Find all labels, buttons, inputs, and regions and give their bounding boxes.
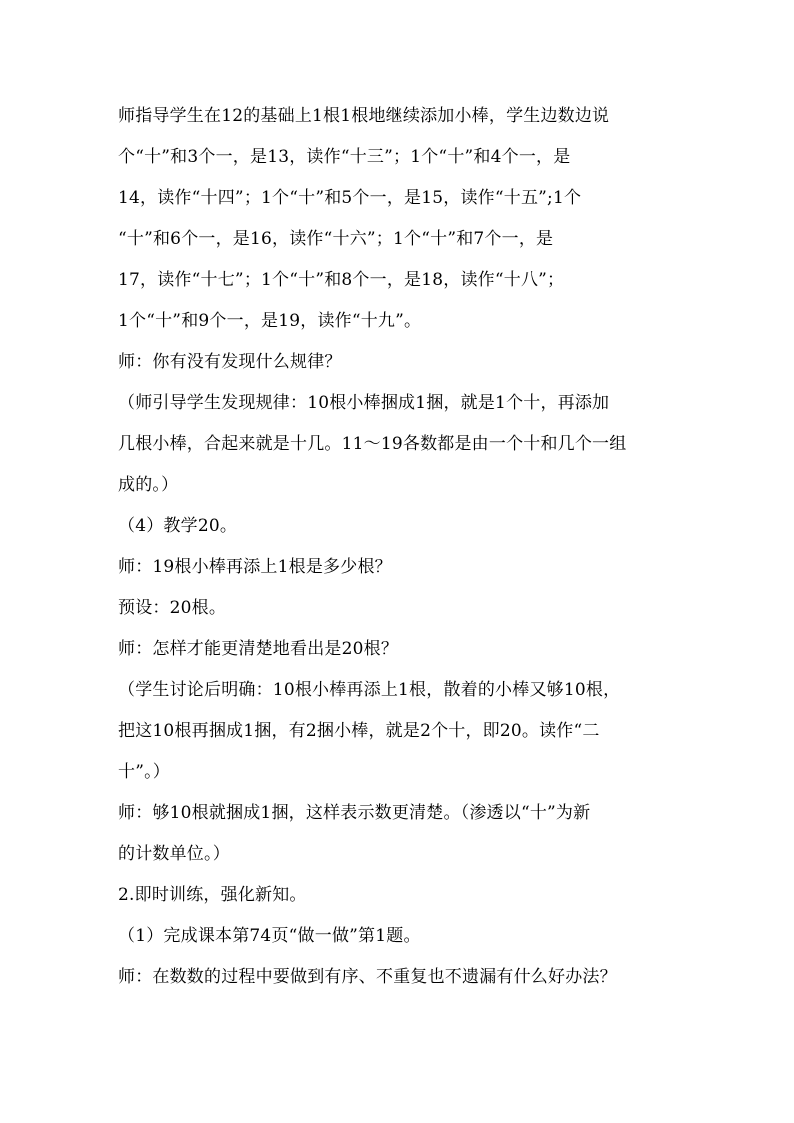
text-line: 师：你有没有发现什么规律？ — [118, 352, 342, 372]
text-line: 师：在数数的过程中要做到有序、不重复也不遗漏有什么好办法？ — [118, 967, 617, 987]
text-line: 1个“十”和9个一，是19，读作“十九”。 — [118, 311, 422, 331]
text-line: 师：19根小棒再添上1根是多少根？ — [118, 557, 392, 577]
text-line: （4）教学20。 — [118, 516, 238, 536]
text-line: 几根小棒，合起来就是十几。11～19各数都是由一个十和几个一组 — [118, 434, 627, 454]
text-line: 成的。） — [118, 475, 179, 495]
document-body — [118, 96, 678, 998]
text-line: （师引导学生发现规律：10根小棒捆成1捆，就是1个十，再添加 — [118, 393, 610, 413]
text-line: 个“十”和3个一，是13，读作“十三”；1个“十”和4个一，是 — [118, 147, 571, 167]
text-line: 的计数单位。） — [118, 844, 230, 864]
text-line: 预设：20根。 — [118, 598, 227, 618]
text-line: 14，读作“十四”；1个“十”和5个一，是15，读作“十五”;1个 — [118, 188, 582, 208]
text-line: 17，读作“十七”；1个“十”和8个一，是18，读作“十八”； — [118, 270, 565, 290]
text-line: 2.即时训练，强化新知。 — [118, 885, 307, 905]
text-line: 师指导学生在12的基础上1根1根地继续添加小棒，学生边数边说 — [118, 106, 610, 126]
text-line: （学生讨论后明确：10根小棒再添上1根，散着的小棒又够10根， — [118, 680, 621, 700]
text-line: “十”和6个一，是16，读作“十六”；1个“十”和7个一，是 — [118, 229, 554, 249]
text-line: 十”。） — [118, 762, 170, 782]
text-line: （1）完成课本第74页“做一做”第1题。 — [118, 926, 421, 946]
text-line: 师：够10根就捆成1捆，这样表示数更清楚。（渗透以“十”为新 — [118, 803, 591, 823]
text-line: 师：怎样才能更清楚地看出是20根？ — [118, 639, 399, 659]
text-line: 把这10根再捆成1捆，有2捆小棒，就是2个十，即20。读作“二 — [118, 721, 600, 741]
